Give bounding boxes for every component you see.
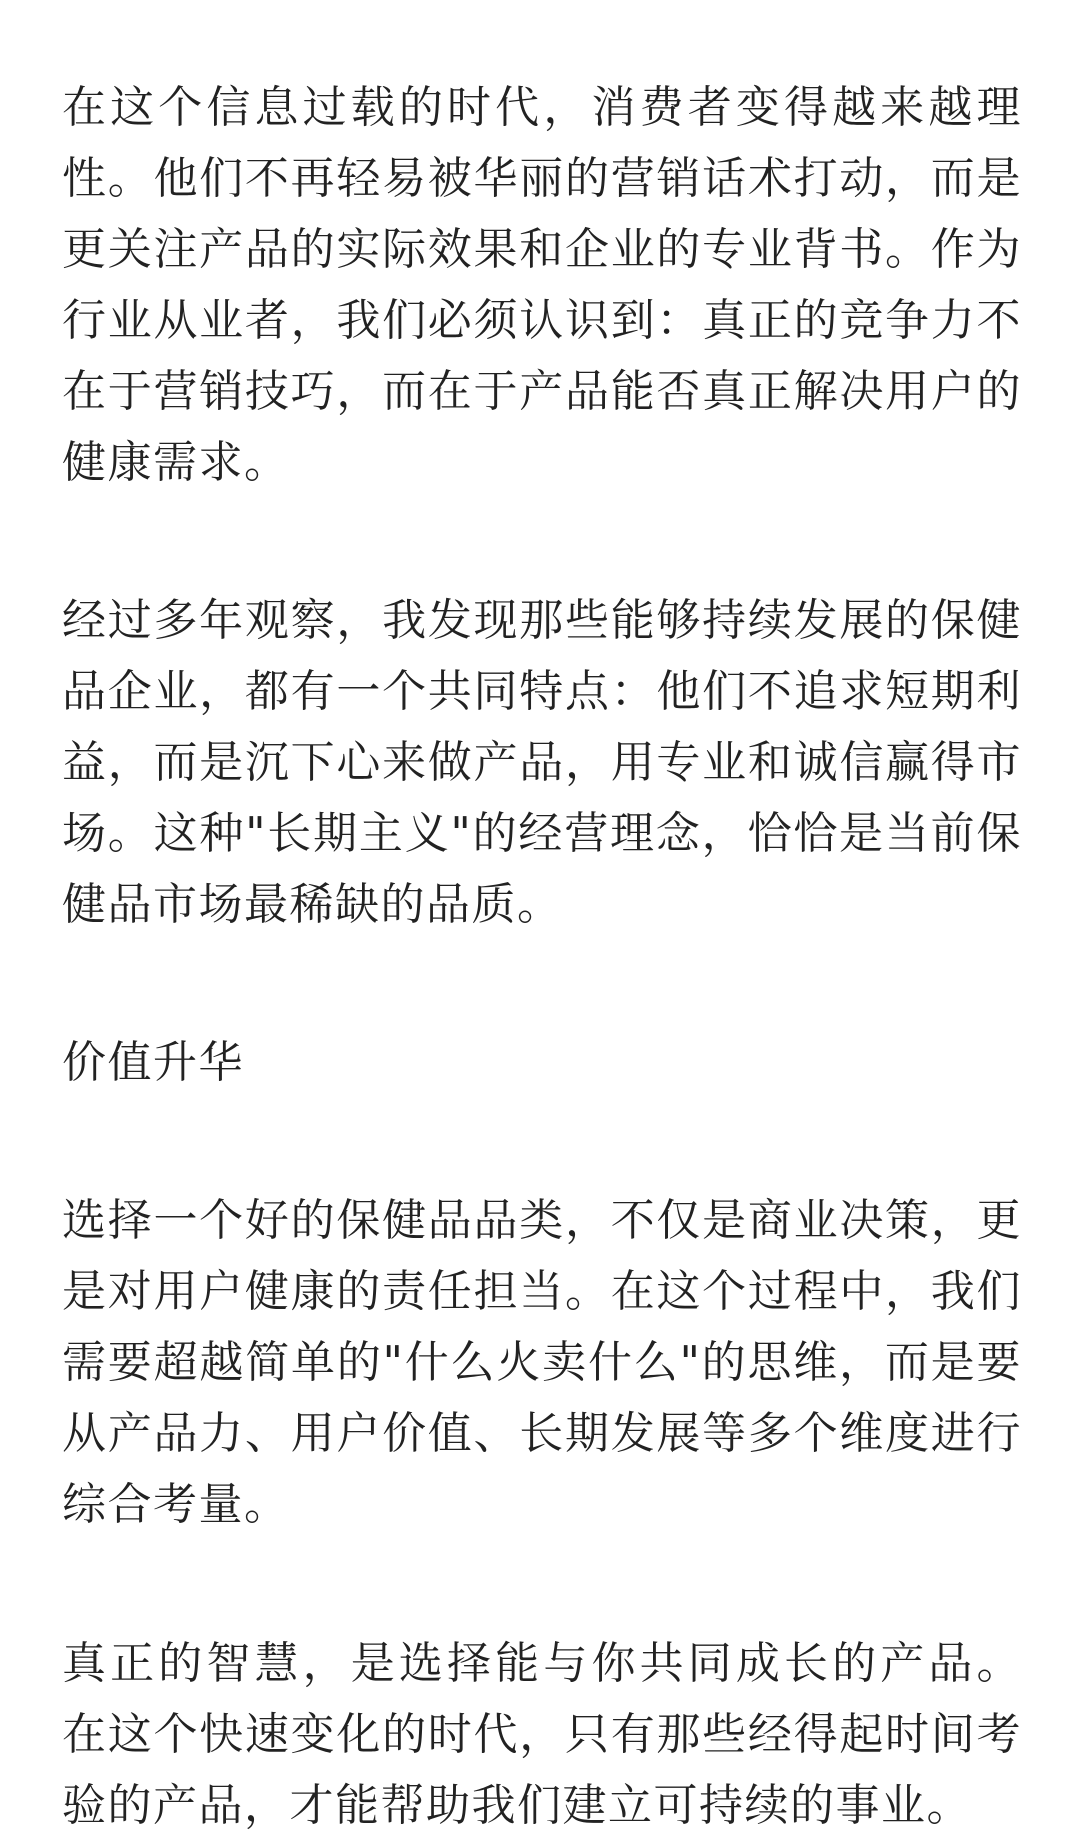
paragraph-1: 在这个信息过载的时代，消费者变得越来越理性。他们不再轻易被华丽的营销话术打动，而是更关注产品的实际效果和企业的专业背书。作为行业从业者，我们必须认识到：真正的竞争力不在于营销技巧，而在于产品能否真正解决用户的健康需求。 xyxy=(62,82,1022,488)
paragraph-2: 经过多年观察，我发现那些能够持续发展的保健品企业，都有一个共同特点：他们不追求短期利益，而是沉下心来做产品，用专业和诚信赢得市场。这种"长期主义"的经营理念，恰恰是当前保健品市场最稀缺的品质。 xyxy=(62,595,1022,930)
paragraph-4: 真正的智慧，是选择能与你共同成长的产品。 在这个快速变化的时代，只有那些经得起时间考验的产品，才能帮助我们建立可持续的事业。 xyxy=(62,1638,1022,1831)
section-heading: 价值升华 xyxy=(62,1037,244,1088)
paragraph-3: 选择一个好的保健品品类，不仅是商业决策，更是对用户健康的责任担当。在这个过程中，我们需要超越简单的"什么火卖什么"的思维，而是要从产品力、用户价值、长期发展等多个维度进行综合考量。 xyxy=(62,1195,1022,1530)
